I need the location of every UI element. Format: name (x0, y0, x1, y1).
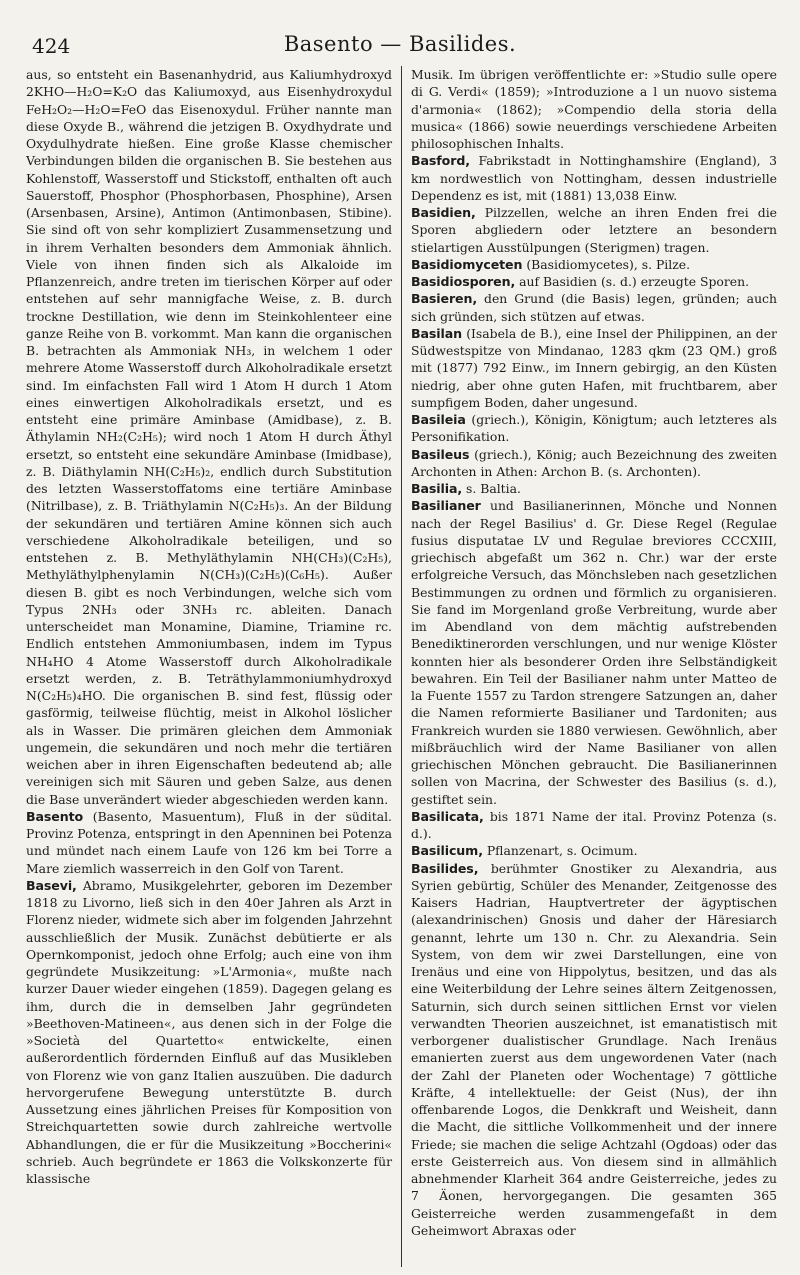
dictionary-entry (26, 808, 392, 877)
entry-headword: Basilan (411, 325, 462, 341)
dictionary-entry (411, 204, 777, 256)
dictionary-entry (411, 325, 777, 411)
entry-headword: Basieren, (411, 291, 478, 307)
left-column (26, 66, 401, 1267)
page-header (26, 32, 774, 62)
page-number: 424 (32, 34, 71, 58)
dictionary-entry (411, 808, 777, 843)
dictionary-entry (411, 497, 777, 808)
entry-text: berühmter Gnostiker zu Alexandria, aus Syrien gebürtig, Schüler des Menander, Zeitgenosse des Kaisers Hadrian, Hauptvertreter der ägyptischen (alexandrinischen) Gnosis und daher der Häresiarch genannt, lehrte um 130 n. Chr. zu Alexandria. Sein System, von dem wir zwei Darstellungen, eine von Irenäus und eine von Hippolytus, besitzen, und das als eine Weiterbildung der Lehre seines ältern Zeitgenossen, Saturnin, sich durch seinen sittlichen Ernst vor vielen verwandten Theorien auszeichnet, ist emanatistisch mit verborgener dualistischer Grundlage. Nach Irenäus emanierten zuerst aus dem ungewordenen Vater (nach der Zahl der Planeten oder Wochentage) 7 göttliche Kräfte, 4 intellektuelle: der Geist (Nus), der ihn offenbarende Logos, die Denkkraft und Weisheit, dann die Macht, die sittliche Vollkommenheit und der innere Friede; sie machen die selige Achtzahl (Ogdoas) oder das erste Geisterreich aus. Von diesem sind in allmählich abnehmender Klarheit 364 andre Geisterreiche, jedes zu 7 Äonen, hervorgegangen. Die gesamten 365 Geisterreiche werden zusammengefaßt in dem Geheimwort Abraxas oder (411, 860, 777, 1238)
entry-headword: Basilia, (411, 481, 463, 496)
entry-headword: Basento (26, 808, 84, 824)
entry-text: Abramo, Musikgelehrter, geboren im Dezember 1818 zu Livorno, ließ sich in den 40er Jahren als Arzt in Florenz nieder, widmete sich aber im folgenden Jahrzehnt ausschließlich der Musik. Zunächst debütierte er als Opernkomponist, jedoch ohne Erfolg; auch eine von ihm gegründete Musikzeitung: »L'Armonia«, mußte nach kurzer Dauer wieder eingehen (1859). Dagegen gelang es ihm, durch die in demselben Jahr gegründeten »Beethoven-Matineen«, aus denen sich in der Folge die »Società del Quartetto« entwickelte, einen außerordentlich fördernden Einfluß auf das Musikleben von Florenz wie von ganz Italien auszuüben. Die dadurch hervorgerufene Bewegung unterstützte B. durch Aussetzung eines jährlichen Preises für Komposition von Streichquartetten sowie durch zahlreiche wertvolle Abhandlungen, die er für die Musikzeitung »Boccherini« schrieb. Auch begründete er 1863 die Volkskonzerte für klassische (26, 877, 392, 1186)
entry-text: (Isabela de B.), eine Insel der Philippinen, an der Südwestspitze von Mindanao, 1283 qkm (23 QM.) groß mit (1877) 792 Einw., im Innern gebirgig, an den Küsten niedrig, aber ohne guten Hafen, mit fruchtbarem, aber sumpfigem Boden, daher ungesund. (411, 325, 777, 410)
entry-headword: Basilicum, (411, 843, 483, 859)
entry-text: s. Baltia. (465, 481, 521, 496)
dictionary-entry (411, 152, 777, 204)
entry-headword: Basilicata, (411, 808, 484, 824)
entry-headword: Basidien, (411, 205, 476, 220)
entry-headword: Basevi, (26, 877, 77, 893)
continued-text (411, 66, 777, 152)
entry-headword: Basileus (411, 446, 470, 462)
entry-headword: Basileia (411, 412, 466, 427)
entry-text: auf Basidien (s. d.) erzeugte Sporen. (519, 274, 750, 289)
entry-headword: Basidiomyceten (411, 256, 523, 272)
continued-text (26, 66, 392, 808)
entry-text: (Basidiomycetes), s. Pilze. (526, 256, 691, 272)
dictionary-entry (411, 860, 777, 1240)
text-columns (26, 66, 778, 1267)
right-column (402, 66, 777, 1267)
entry-headword: Basford, (411, 153, 470, 169)
entry-text: (griech.), König; auch Bezeichnung des zweiten Archonten in Athen: Archon B. (s. Archonten). (411, 446, 777, 479)
entry-text: und Basilianerinnen, Mönche und Nonnen nach der Regel Basilius' d. Gr. Diese Regel (Regulae fusius disputatae LV und Regulae breviores CCCXIII, griechisch abgefaßt um 362 n. Chr.) war der erste erfolgreiche Versuch, das Mönchsleben nach gesetzlichen Bestimmungen zu ordnen und förmlich zu organisieren. Sie fand im Morgenland große Verbreitung, wurde aber im Abendland von dem mächtig aufstrebenden Benediktinerorden verschlungen, und nur wenige Klöster konnten hier als besonderer Orden ihre Selbständigkeit bewahren. Ein Teil der Basilianer nahm unter Matteo de la Fuente 1557 zu Tardon strengere Satzungen an, daher die Namen reformierte Basilianer und Tardoniten; aus Frankreich wurden sie 1880 verwiesen. Gewöhnlich, aber mißbräuchlich wird der Name Basilianer von allen griechischen Mönchen gebraucht. Die Basilianerinnen sollen von Macrina, der Schwester des Basilius (s. d.), gestiftet sein. (411, 498, 777, 807)
entry-text: Fabrikstadt in Nottinghamshire (England), 3 km nordwestlich von Nottingham, dessen industrielle Dependenz es ist, mit (1881) 13,038 Einw. (411, 153, 777, 203)
entry-text: aus, so entsteht ein Basenanhydrid, aus Kaliumhydroxyd 2KHO—H₂O=K₂O das Kaliumoxyd, aus Eisenhydroxydul FeH₂O₂—H₂O=FeO das Eisenoxydul. Früher nannte man diese Oxyde B., während die jetzigen B. Oxydhydrate und Oxydulhydrate hießen. Eine große Klasse chemischer Verbindungen bilden die organischen B. Sie bestehen aus Kohlenstoff, Wasserstoff und Stickstoff, enthalten oft auch Sauerstoff, Phosphor (Phosphorbasen, Phosphine), Arsen (Arsenbasen, Arsine), Antimon (Antimonbasen, Stibine). Sie sind oft von sehr kompliziert Zusammensetzung und in ihrem Verhalten besonders dem Ammoniak ähnlich. Viele von ihnen finden sich als Alkaloide im Pflanzenreich, andre treten im tierischen Körper auf oder entstehen auf sehr mannigfache Weise, z. B. durch trockne Destillation, wie denn im Steinkohlenteer eine ganze Reihe von B. vorkommt. Man kann die organischen B. betrachten als Ammoniak NH₃, in welchem 1 oder mehrere Atome Wasserstoff durch Alkoholradikale ersetzt sind. Im einfachsten Fall wird 1 Atom H durch 1 Atom eines einwertigen Alkoholradikals ersetzt, und es entsteht eine primäre Aminbase (Amidbase), z. B. Äthylamin NH₂(C₂H₅); wird noch 1 Atom H durch Äthyl ersetzt, so entsteht eine sekundäre Aminbase (Imidbase), z. B. Diäthylamin NH(C₂H₅)₂, endlich durch Substitution des letzten Wasserstoffatoms eine tertiäre Aminbase (Nitrilbase), z. B. Triäthylamin N(C₂H₅)₃. An der Bildung der sekundären und tertiären Amine können sich auch verschiedene Alkoholradikale beteiligen, und so entstehen z. B. Methyläthylamin NH(CH₃)(C₂H₅), Methyläthylphenylamin N(CH₃)(C₂H₅)(C₆H₅). Außer diesen B. gibt es noch Verbindungen, welche sich vom Typus 2NH₃ oder 3NH₃ rc. ableiten. Danach unterscheidet man Monamine, Diamine, Triamine rc. Endlich entstehen Ammoniumbasen, indem im Typus NH₄HO 4 Atome Wasserstoff durch Alkoholradikale ersetzt werden, z. B. Teträthylammoniumhydroxyd N(C₂H₅)₄HO. Die organischen B. sind fest, flüssig oder gasförmig, teilweise flüchtig, meist in Alkohol löslicher als in Wasser. Die primären gleichen dem Ammoniak ungemein, die sekundären und noch mehr die tertiären weichen aber in ihren Eigenschaften bedeutend ab; alle vereinigen sich mit Säuren und geben Salze, aus denen die Base unverändert wieder abgeschieden werden kann. (26, 67, 392, 807)
entry-text: Pilzzellen, welche an ihren Enden frei die Sporen abgliedern oder letztere an besondern stielartigen Ausstülpungen (Sterigmen) tragen. (411, 205, 777, 255)
dictionary-entry (411, 290, 777, 325)
dictionary-entry (411, 842, 777, 859)
entry-text: (Basento, Masuentum), Fluß in der südital. Provinz Potenza, entspringt in den Apenninen bei Potenza und mündet nach einem Laufe von 126 km bei Torre a Mare ziemlich wasserreich in den Golf von Tarent. (26, 808, 392, 876)
dictionary-entry (411, 446, 777, 481)
dictionary-entry (411, 256, 777, 273)
dictionary-entry (411, 480, 777, 497)
entry-headword: Basilianer (411, 498, 481, 514)
dictionary-entry (411, 411, 777, 446)
dictionary-entry (411, 273, 777, 290)
entry-headword: Basilides, (411, 860, 479, 876)
entry-text: den Grund (die Basis) legen, gründen; auch sich gründen, sich stützen auf etwas. (411, 291, 777, 324)
entry-text: (griech.), Königin, Königtum; auch letzteres als Personifikation. (411, 412, 777, 445)
running-head: Basento — Basilides. (283, 32, 517, 56)
entry-text: Musik. Im übrigen veröffentlichte er: »Studio sulle opere di G. Verdi« (1859); »Introduzione a l un nuovo sistema d'armonia« (1862); »Compendio della storia della musica« (1866) sowie neuerdings verschiedene Arbeiten philosophischen Inhalts. (411, 67, 777, 151)
dictionary-entry (26, 877, 392, 1188)
entry-headword: Basidiosporen, (411, 274, 516, 289)
entry-text: Pflanzenart, s. Ocimum. (486, 843, 638, 859)
entry-text: bis 1871 Name der ital. Provinz Potenza (s. d.). (411, 808, 777, 841)
